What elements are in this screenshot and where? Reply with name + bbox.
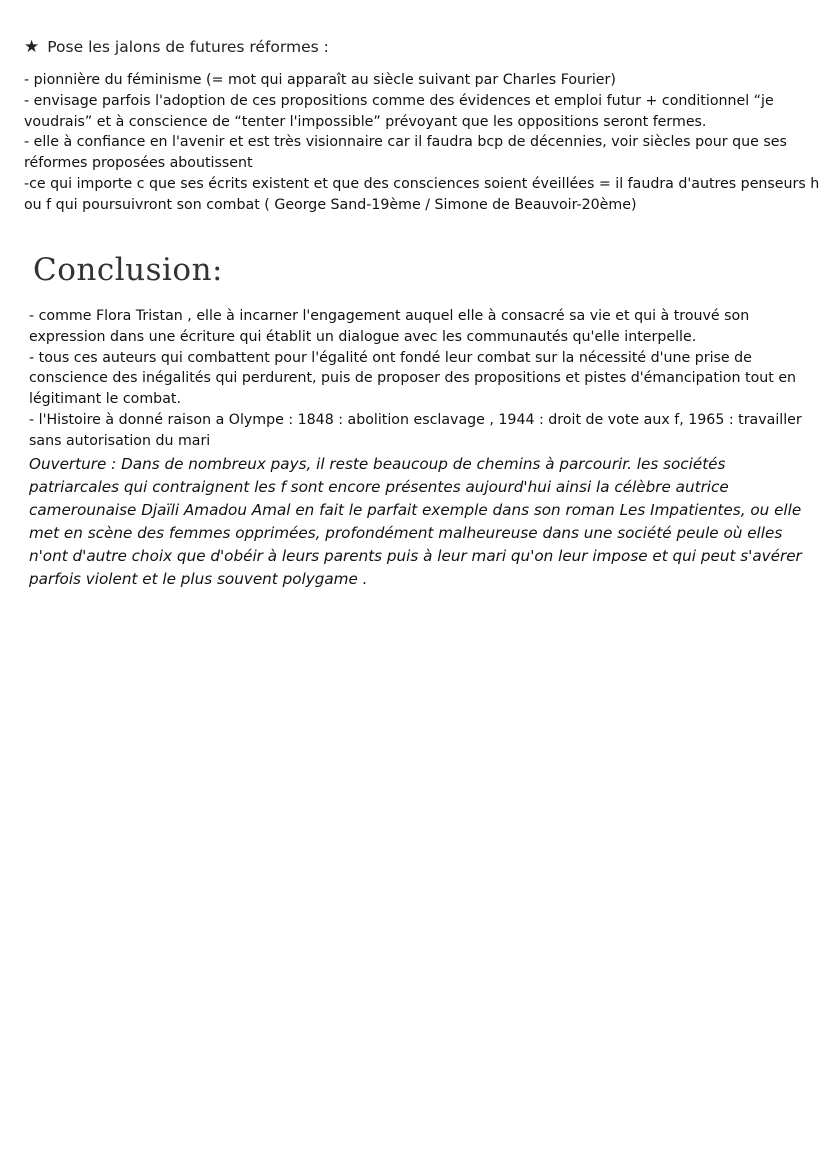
conclusion-bullet: - l'Histoire à donné raison a Olympe : 1848 : abolition esclavage , 1944 : droit de vote aux f, 1965 : travailler sans autorisation du mari [29, 411, 802, 449]
reforms-bullet: - pionnière du féminisme (= mot qui apparaît au siècle suivant par Charles Fourier) [24, 72, 616, 88]
conclusion-bullet-list [29, 306, 819, 452]
reforms-bullet: - elle à confiance en l'avenir et est très visionnaire car il faudra bcp de décennies, voir siècles pour que ses réformes proposées aboutissent [24, 134, 787, 172]
reforms-heading-text: Pose les jalons de futures réformes : [47, 38, 329, 56]
reforms-bullet-list [24, 70, 824, 216]
star-icon: ★ [24, 36, 40, 57]
reforms-section [24, 38, 824, 216]
reforms-heading [24, 38, 824, 56]
conclusion-bullet: - tous ces auteurs qui combattent pour l'égalité ont fondé leur combat sur la nécessité d'une prise de conscience des inégalités qui perdurent, puis de proposer des propositions et pistes d'émancipation tout en légitimant le combat. [29, 349, 797, 408]
reforms-bullet: - envisage parfois l'adoption de ces propositions comme des évidences et emploi futur + conditionnel “je voudrais” et à conscience de “tenter l'impossible” prévoyant que les oppositions seront fermes. [24, 92, 774, 130]
conclusion-bullet: - comme Flora Tristan , elle à incarner l'engagement auquel elle à consacré sa vie et qui à trouvé son expression dans une écriture qui établit un dialogue avec les communautés qu'elle interpelle. [29, 308, 750, 345]
conclusion-title: Conclusion: [33, 252, 223, 288]
reforms-bullet: -ce qui importe c que ses écrits existent et que des consciences soient éveillées = il faudra d'autres penseurs h ou f qui poursuivront son combat ( George Sand-19ème / Simone de Beauvoir-20ème) [24, 175, 820, 213]
ouverture-paragraph: Ouverture : Dans de nombreux pays, il reste beaucoup de chemins à parcourir. les sociétés patriarcales qui contraignent les f sont encore présentes aujourd'hui ainsi la célèbre autrice camerounaise Djaïli Amadou Amal en fait le parfait exemple dans son roman Les Impatientes, ou elle met en scène des femmes opprimées, profondément malheureuse dans une société peule où elles n'ont d'autre choix que d'obéir à leurs parents puis à leur mari qu'on leur impose et qui peut s'avérer parfois violent et le plus souvent polygame . [29, 454, 802, 588]
conclusion-section [29, 306, 819, 591]
